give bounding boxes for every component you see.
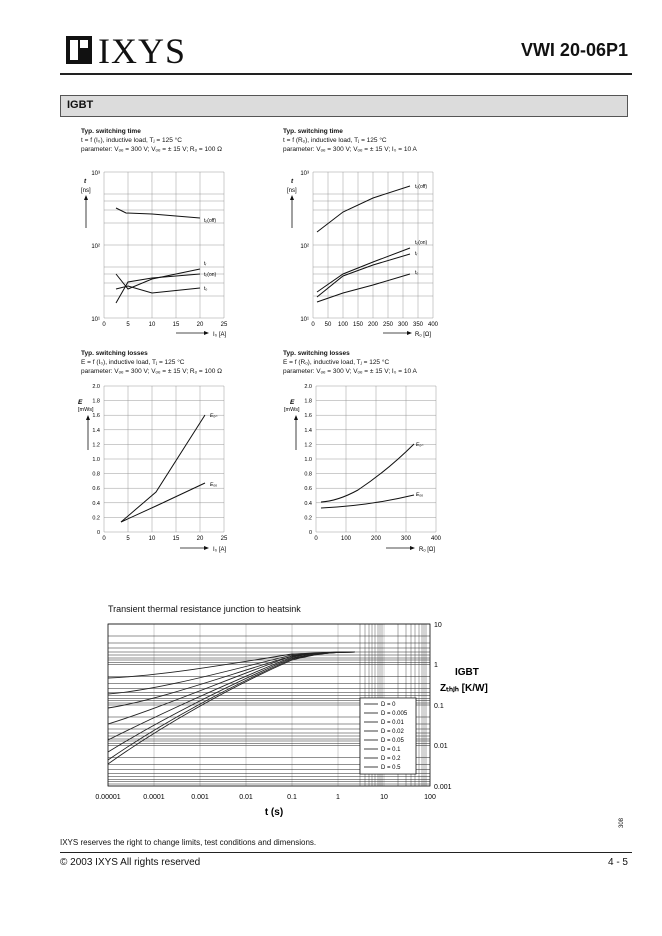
x-axis-label: t (s) [264, 807, 284, 818]
legend-item: D = 0.01 [381, 720, 404, 726]
legend-item: D = 0.5 [381, 765, 401, 771]
y-tick: 1.2 [92, 442, 100, 449]
x-tick: 100 [337, 322, 349, 328]
chart-parameter: parameter: Vₒₑ = 300 V; Vₒₑ = ± 15 V; I₀ = 10 A [283, 368, 417, 375]
y-axis-label: E [78, 399, 83, 406]
x-tick: 0.00001 [95, 794, 121, 801]
y-tick: 1.6 [304, 413, 312, 420]
x-tick: 100 [424, 794, 436, 801]
curve-label: Eₒₒ [416, 492, 424, 498]
x-tick: 200 [370, 536, 382, 542]
x-tick: 400 [427, 322, 439, 328]
y-tick: 1.4 [92, 427, 100, 434]
chart-switching-losses-rg-caption [283, 350, 417, 376]
x-tick: 350 [412, 322, 424, 328]
legend-item: D = 0.2 [381, 756, 401, 762]
chart-switching-time-ic [76, 166, 266, 341]
x-tick: 0 [102, 322, 106, 328]
y-tick: 0 [96, 530, 100, 536]
x-tick: 50 [324, 322, 332, 328]
chart-title: Typ. switching time [81, 128, 141, 135]
y-tick: 1.2 [304, 442, 312, 449]
chart-switching-losses-rg [284, 380, 478, 560]
y-tick: 1.6 [92, 413, 100, 420]
x-tick: 15 [172, 322, 180, 328]
legend-item: D = 0.1 [381, 747, 401, 753]
curve-label: tᵣ [204, 261, 207, 267]
legend-item: D = 0.005 [381, 711, 408, 717]
y-tick: 1.8 [92, 398, 100, 405]
curve-label: tₒ(on) [204, 272, 217, 278]
company-logo-text: IXYS [98, 31, 187, 71]
x-tick: 400 [430, 536, 442, 542]
curve-label: Eₒₒ [210, 482, 218, 488]
x-axis-label: Rₒ [Ω] [419, 547, 436, 553]
y-tick: 0.6 [304, 486, 312, 493]
chart-parameter: parameter: Vₒₑ = 300 V; Vₒₑ = ± 15 V; Rₒ = 100 Ω [81, 368, 222, 375]
chart-condition: E = f (I₀), inductive load, Tⱼ = 125 °C [81, 359, 185, 366]
y-tick: 0 [308, 530, 312, 536]
chart-title: Typ. switching losses [81, 350, 148, 357]
x-tick: 1 [336, 794, 340, 801]
x-tick: 150 [352, 322, 364, 328]
y-tick: 2.0 [92, 384, 100, 390]
x-tick: 0 [102, 536, 106, 542]
chart-title: Typ. switching time [283, 128, 343, 135]
copyright-text: © 2003 IXYS All rights reserved [60, 857, 201, 868]
chart-title: Typ. switching losses [283, 350, 350, 357]
chart-switching-time-ic-caption [81, 128, 222, 154]
x-tick: 10 [148, 536, 156, 542]
x-tick: 0 [314, 536, 318, 542]
y-axis-unit: [ns] [287, 188, 297, 194]
y-tick: 1.0 [304, 457, 312, 463]
chart-condition: t = f (I₀), inductive load, Tⱼ = 125 °C [81, 137, 182, 144]
legend-item: D = 0.05 [381, 738, 404, 744]
y-tick: 0.001 [434, 784, 452, 791]
curve-label: tₒ [204, 286, 208, 292]
y-tick: 0.01 [434, 743, 448, 750]
y-tick-1000: 10³ [300, 171, 309, 177]
y-tick: 0.8 [304, 471, 312, 478]
y-tick: 1.4 [304, 427, 312, 434]
x-tick: 20 [196, 536, 204, 542]
chart-parameter: parameter: Vₒₑ = 300 V; Vₒₑ = ± 15 V; I₀ = 10 A [283, 146, 417, 153]
x-tick: 0.01 [239, 794, 253, 801]
chart-condition: E = f (Rₒ), inductive load, Tⱼ = 125 °C [283, 359, 390, 366]
x-tick: 0.001 [191, 794, 209, 801]
chart-switching-time-rg-caption [283, 128, 417, 154]
x-tick: 25 [220, 322, 228, 328]
x-tick: 250 [382, 322, 394, 328]
x-tick: 10 [148, 322, 156, 328]
x-tick: 25 [220, 536, 228, 542]
header-divider [60, 73, 632, 75]
y-tick-1000: 10³ [91, 171, 100, 177]
x-tick: 0.1 [287, 794, 297, 801]
y-tick: 0.4 [92, 500, 100, 507]
y-axis-unit: [mWs] [284, 407, 300, 413]
page-code: 308 [619, 817, 625, 828]
legend-box [360, 698, 416, 774]
chart-parameter: parameter: Vₒₑ = 300 V; Vₒₑ = ± 15 V; Rₒ = 100 Ω [81, 146, 222, 153]
device-label: IGBT [455, 667, 479, 678]
curve-label: tₒ(on) [415, 240, 428, 246]
chart-switching-time-rg [285, 166, 475, 341]
y-axis-label: t [291, 178, 294, 185]
x-tick: 5 [126, 536, 130, 542]
y-axis-label: Zₜₕⱼₕ [K/W] [440, 683, 488, 694]
x-tick: 200 [367, 322, 379, 328]
x-tick: 300 [397, 322, 409, 328]
x-tick: 5 [126, 322, 130, 328]
page-number: 4 - 5 [607, 857, 628, 868]
y-tick: 0.2 [92, 515, 100, 522]
ixys-logo-icon [66, 36, 92, 64]
x-tick: 0.0001 [143, 794, 165, 801]
x-axis-label: Rₒ [Ω] [415, 332, 432, 338]
legend-item: D = 0.02 [381, 729, 404, 735]
y-tick-10: 10¹ [300, 317, 309, 323]
y-tick-100: 10² [91, 244, 100, 250]
x-tick: 100 [340, 536, 352, 542]
y-tick: 0.2 [304, 515, 312, 522]
section-title: IGBT [67, 99, 94, 111]
x-tick: 20 [196, 322, 204, 328]
part-number: VWI 20-06P1 [520, 40, 628, 60]
curve-label: Eₒₙ [210, 413, 218, 419]
x-tick: 0 [311, 322, 315, 328]
y-tick: 0.6 [92, 486, 100, 493]
section-header [60, 95, 628, 117]
y-axis-unit: [ns] [81, 188, 91, 194]
curve-label: tₒ(off) [415, 184, 428, 190]
x-tick: 300 [400, 536, 412, 542]
curve-label: tₒ [415, 270, 419, 276]
curve-label: tₒ(off) [204, 218, 217, 224]
y-tick-100: 10² [300, 244, 309, 250]
footer-divider [60, 852, 632, 853]
y-tick: 1.0 [92, 457, 100, 463]
curve-label: Eₒₙ [416, 442, 424, 448]
y-tick: 2.0 [304, 384, 312, 390]
x-axis-label: I₀ [A] [213, 332, 227, 338]
chart-switching-losses-ic-caption [81, 350, 222, 376]
y-tick: 1 [434, 662, 438, 669]
y-tick: 1.8 [304, 398, 312, 405]
thermal-chart-title: Transient thermal resistance junction to heatsink [108, 604, 301, 614]
x-tick: 10 [380, 794, 388, 801]
chart-condition: t = f (Rₒ), inductive load, Tⱼ = 125 °C [283, 137, 387, 144]
legend-item: D = 0 [381, 702, 396, 708]
y-tick: 0.4 [304, 500, 312, 507]
disclaimer-text: IXYS reserves the right to change limits, test conditions and dimensions. [60, 838, 317, 847]
chart-transient-thermal-resistance [60, 612, 510, 824]
x-axis-label: I₀ [A] [213, 547, 227, 553]
y-axis-unit: [mWs] [78, 407, 94, 413]
chart-switching-losses-ic [76, 380, 266, 560]
x-tick: 15 [172, 536, 180, 542]
y-tick-10: 10¹ [91, 317, 100, 323]
curve-label: tᵣ [415, 251, 418, 257]
y-axis-label: t [84, 178, 87, 185]
y-tick: 10 [434, 622, 442, 629]
y-tick: 0.1 [434, 703, 444, 710]
y-tick: 0.8 [92, 471, 100, 478]
y-axis-label: E [290, 399, 295, 406]
